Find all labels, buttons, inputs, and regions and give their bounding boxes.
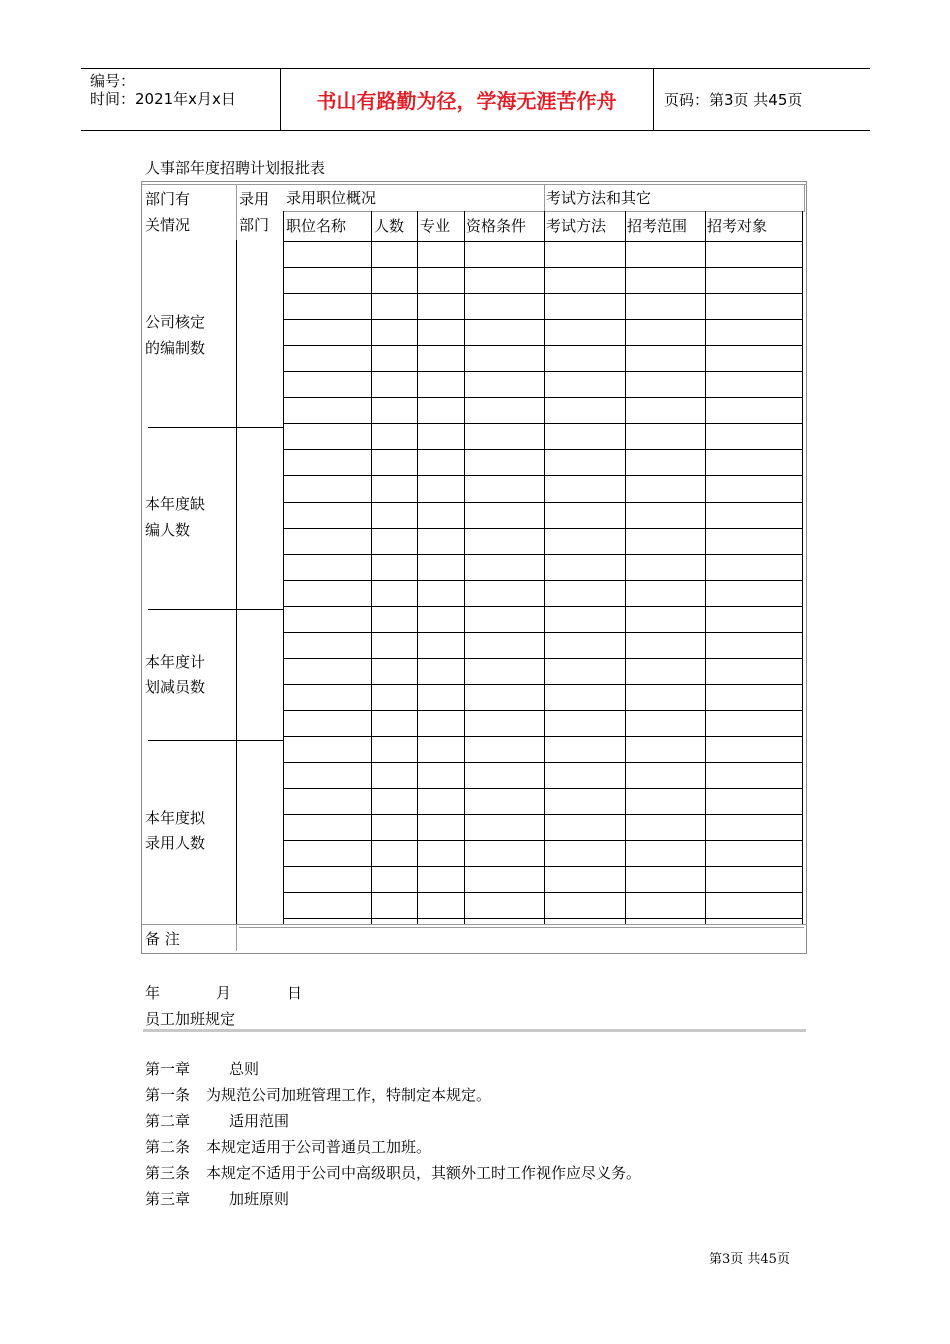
- col-exam-scope: 招考范围: [627, 217, 688, 235]
- divider: [143, 1029, 806, 1032]
- doc-number-label: 编号：: [90, 72, 136, 90]
- grid-row-line: [283, 632, 803, 633]
- grid-row-line: [283, 736, 803, 737]
- header-meta: [81, 69, 281, 130]
- grid-column-line: [371, 211, 372, 924]
- grid-column-line: [625, 211, 626, 924]
- grid-column-line: [802, 211, 803, 924]
- grid-row-line: [283, 892, 803, 893]
- regulation-text: 本规定适用于公司普通员工加班。: [206, 1138, 432, 1156]
- grid-row-line: [283, 475, 803, 476]
- footer-page-number: 第3页 共45页: [709, 1252, 790, 1267]
- section-label-reduction-line1: 本年度计: [145, 653, 206, 671]
- grid-row-line: [283, 371, 803, 372]
- grid-row-line: [283, 423, 803, 424]
- section-separator: [148, 427, 283, 428]
- col-exam-method: 考试方法: [546, 217, 607, 235]
- grid-row-line: [283, 684, 803, 685]
- regulation-text: 总则: [229, 1060, 260, 1078]
- grid-row-line: [283, 241, 803, 242]
- header-motto: 书山有路勤为径，学海无涯苦作舟: [280, 69, 654, 130]
- regulation-text: 适用范围: [229, 1112, 290, 1130]
- grid-row-line: [283, 866, 803, 867]
- grid-row-line: [283, 267, 803, 268]
- regulation-line: [145, 1084, 491, 1105]
- grid-row-line: [283, 528, 803, 529]
- col-position-name: 职位名称: [286, 217, 347, 235]
- grid-row-line: [283, 293, 803, 294]
- grid-row-line: [283, 710, 803, 711]
- header-page-number: 页码：第3页 共45页: [664, 91, 803, 109]
- header-position-overview: 录用职位概况: [286, 189, 377, 207]
- grid-row-line: [283, 814, 803, 815]
- section-label-reduction-line2: 划减员数: [145, 678, 206, 696]
- remarks-top-rule: [142, 924, 807, 925]
- section-separator: [148, 740, 283, 741]
- col-exam-target: 招考对象: [707, 217, 768, 235]
- doc-title: 员工加班规定: [145, 1010, 236, 1028]
- grid-row-line: [283, 554, 803, 555]
- header-dept-info-1: 部门有: [145, 190, 191, 208]
- grid-row-line: [283, 449, 803, 450]
- section-label-approved-line2: 的编制数: [145, 339, 206, 357]
- regulation-label: 第二章: [145, 1112, 191, 1130]
- date-year: 年: [145, 984, 161, 1002]
- regulation-label: 第三条: [145, 1164, 191, 1182]
- date-month: 月: [216, 984, 232, 1002]
- grid-row-line: [283, 762, 803, 763]
- grid-column-line: [283, 211, 284, 924]
- grid-column-line: [417, 211, 418, 924]
- recruitment-plan-table: [141, 181, 807, 954]
- grid-row-line: [283, 345, 803, 346]
- header-exam-other: 考试方法和其它: [546, 189, 652, 207]
- doc-time-label: 时间：2021年x月x日: [90, 90, 236, 108]
- header-top-rule: [142, 184, 807, 185]
- grid-row-line: [283, 580, 803, 581]
- header-hire-dept-2: 部门: [239, 216, 270, 234]
- regulation-line: [145, 1162, 641, 1183]
- date-day: 日: [287, 984, 303, 1002]
- regulation-line: [145, 1188, 289, 1209]
- header-dept-info-2: 关情况: [145, 216, 191, 234]
- header-divider: [804, 184, 805, 211]
- section-separator: [148, 609, 283, 610]
- grid-row-line: [283, 319, 803, 320]
- grid-row-line: [283, 397, 803, 398]
- remarks-divider: [236, 925, 237, 951]
- remarks-inner-rule: [239, 927, 804, 928]
- col-qualification: 资格条件: [466, 217, 527, 235]
- header-hire-dept-1: 录用: [239, 190, 270, 208]
- section-label-hiring-line1: 本年度拟: [145, 809, 206, 827]
- grid-row-line: [283, 840, 803, 841]
- col-major: 专业: [420, 217, 451, 235]
- form-title: 人事部年度招聘计划报批表: [145, 159, 326, 177]
- section-label-hiring-line2: 录用人数: [145, 834, 206, 852]
- grid-row-line: [283, 918, 803, 919]
- regulation-text: 为规范公司加班管理工作，特制定本规定。: [206, 1086, 492, 1104]
- header-divider: [236, 184, 237, 240]
- grid-column-line: [464, 211, 465, 924]
- page-header: [81, 68, 870, 131]
- regulation-label: 第三章: [145, 1190, 191, 1208]
- regulation-line: [145, 1058, 259, 1079]
- regulation-label: 第一条: [145, 1086, 191, 1104]
- grid-row-line: [283, 606, 803, 607]
- grid-row-line: [283, 788, 803, 789]
- regulation-line: [145, 1110, 289, 1131]
- section-label-vacancy-line1: 本年度缺: [145, 495, 206, 513]
- grid-row-line: [283, 658, 803, 659]
- regulation-line: [145, 1136, 431, 1157]
- grid-column-line: [705, 211, 706, 924]
- date-line: [145, 982, 302, 1003]
- header-divider: [544, 184, 545, 211]
- regulation-label: 第一章: [145, 1060, 191, 1078]
- remarks-label: 备 注: [145, 930, 180, 948]
- grid-row-line: [283, 502, 803, 503]
- regulation-text: 本规定不适用于公司中高级职员，其额外工时工作视作应尽义务。: [206, 1164, 642, 1182]
- regulation-text: 加班原则: [229, 1190, 290, 1208]
- grid-column-line: [544, 211, 545, 924]
- col-count: 人数: [374, 217, 405, 235]
- section-label-approved-line1: 公司核定: [145, 313, 206, 331]
- section-label-vacancy-line2: 编人数: [145, 521, 191, 539]
- grid-column-line: [236, 240, 237, 924]
- regulation-label: 第二条: [145, 1138, 191, 1156]
